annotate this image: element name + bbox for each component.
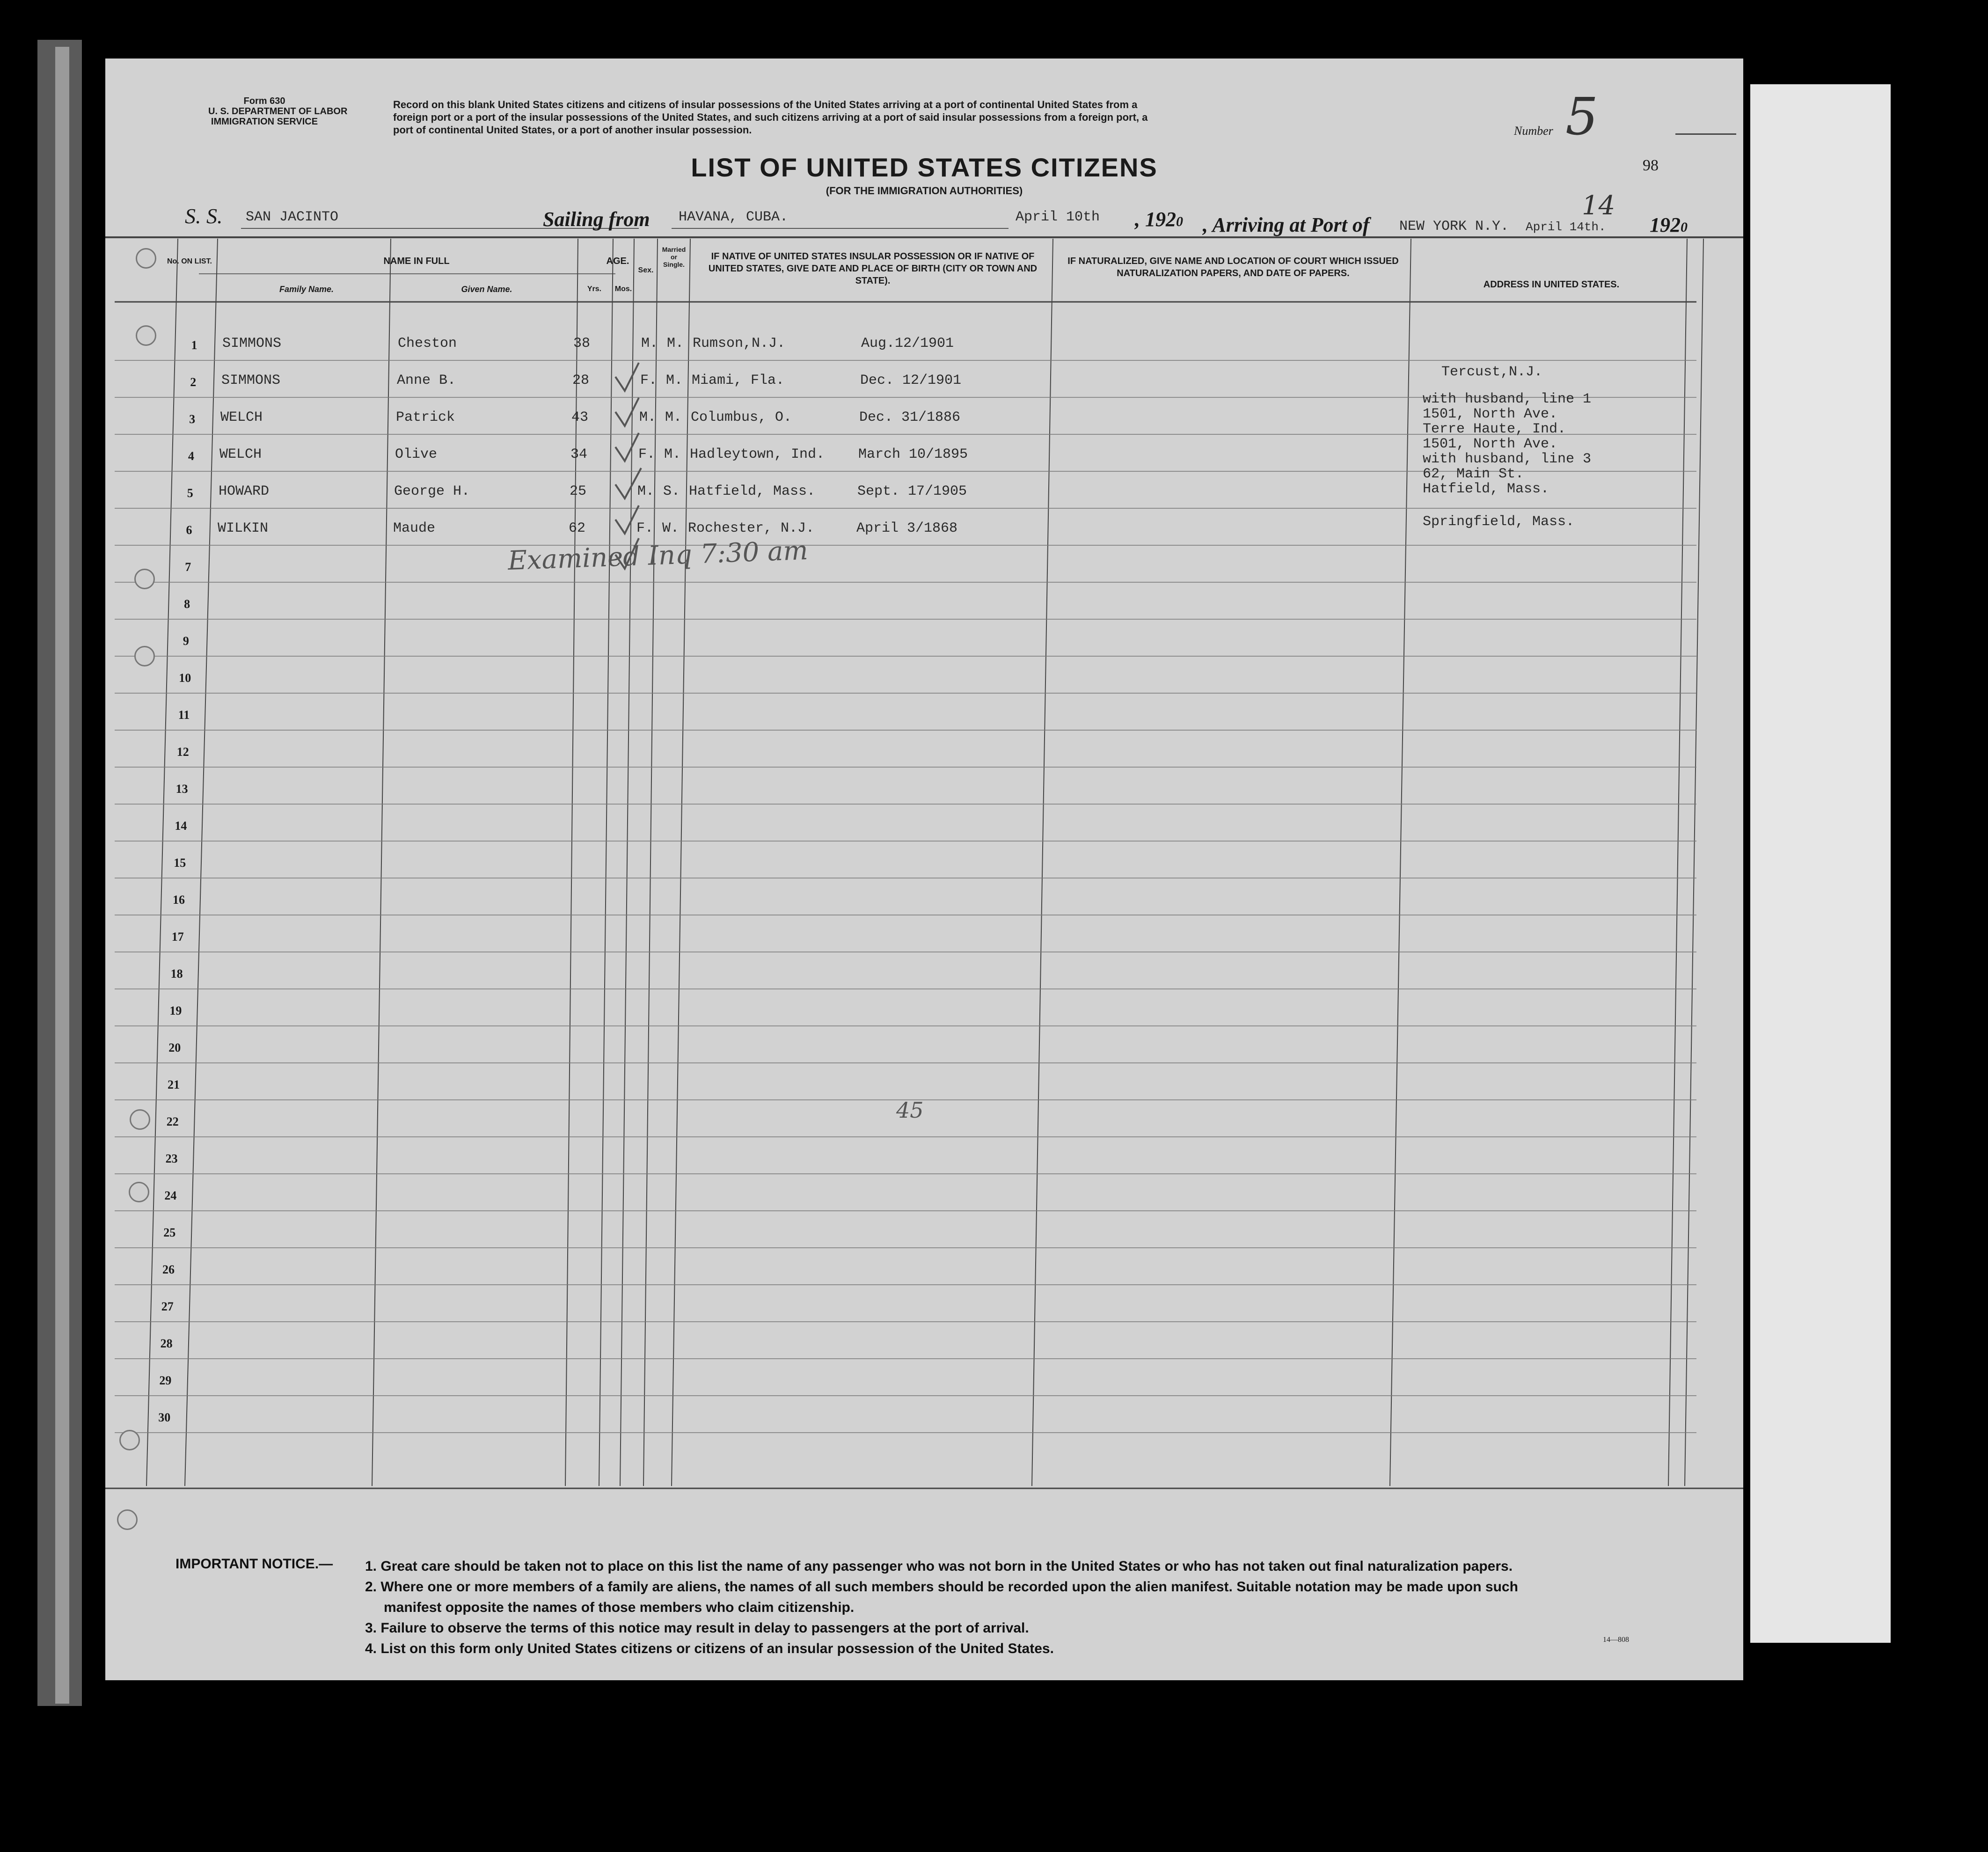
row-number: 19 [169,1004,182,1018]
birth-date: Aug.12/1901 [861,336,954,351]
birth-date: March 10/1895 [858,447,968,462]
instruction-line-3: port of continental United States, or a port of another insular possession. [393,124,752,136]
page-title: LIST OF UNITED STATES CITIZENS [691,153,1158,182]
sex: F. [640,373,658,388]
birth-place: Hadleytown, Ind. [690,447,825,462]
number-value: 5 [1565,87,1598,146]
birth-date: April 3/1868 [856,520,958,536]
row-number: 10 [179,671,191,685]
col-no: No. ON LIST. [167,257,212,265]
row-number: 27 [161,1300,174,1313]
year-prefix-1: , 192 [1135,208,1176,231]
row-number: 11 [178,708,190,722]
sex: M. [637,483,655,499]
family-name: SIMMONS [222,336,282,351]
page-number: 98 [1643,157,1659,174]
col-family: Family Name. [279,285,334,294]
family-name: WELCH [220,410,263,425]
given-name: George H. [394,483,470,499]
row-number: 2 [190,375,197,389]
row-number: 1 [191,338,197,352]
row-number: 23 [165,1152,178,1165]
sex: M. [639,410,657,425]
birth-date: Sept. 17/1905 [857,483,967,499]
row-number: 16 [173,893,185,907]
row-number: 5 [187,486,193,500]
age-years: 43 [571,410,589,425]
notice-heading: IMPORTANT NOTICE.— [175,1556,333,1572]
sailing-from: HAVANA, CUBA. [679,209,789,225]
row-number: 3 [189,412,196,426]
row-number: 13 [175,782,188,796]
birth-place: Rochester, N.J. [688,520,815,536]
family-name: WELCH [219,447,262,462]
sex: F. [636,520,654,536]
col-name-in-full: NAME IN FULL [383,256,450,266]
footer-code: 14—808 [1603,1636,1629,1644]
age-years: 62 [569,520,586,536]
birth-place: Miami, Fla. [692,373,785,388]
year-prefix-2: 192 [1650,213,1681,236]
marital-status: M. [667,336,684,351]
age-years: 34 [570,447,588,462]
notice-item-4: 4. List on this form only United States citizens or citizens of an insular possession of the United States. [365,1641,1054,1656]
row-number: 29 [159,1374,172,1387]
notice-item-2: 2. Where one or more members of a family are aliens, the names of all such members should be recorded upon the alien manifest. Suitable notation may be made upon such [365,1579,1518,1595]
birth-place: Columbus, O. [691,410,792,425]
manifest-page [105,59,1743,1680]
age-years: 38 [573,336,591,351]
binder-hole [136,325,156,346]
arriving-label: , Arriving at Port of [1203,213,1370,236]
row-number: 18 [170,967,183,981]
row-number: 9 [183,634,189,648]
binder-hole [119,1430,140,1450]
department: U. S. DEPARTMENT OF LABOR [208,106,348,117]
col-sex: Sex. [638,266,654,274]
binder-hole [117,1509,138,1530]
year-suffix-1: 0 [1176,214,1183,229]
row-number: 20 [168,1041,181,1054]
row-number: 17 [171,930,184,944]
col-mos: Mos. [614,285,632,293]
col-address: ADDRESS IN UNITED STATES. [1483,279,1620,290]
row-number: 28 [160,1337,173,1350]
binder-hole [130,1109,150,1130]
col-birth: IF NATIVE OF UNITED STATES INSULAR POSSESSION OR IF NATIVE OF UNITED STATES, GIVE DATE AND PLACE OF BIRTH (CITY OR TOWN AND STATE). [708,251,1038,286]
given-name: Cheston [398,336,457,351]
address-line: with husband, line 1 [1423,391,1592,407]
address-line: Tercust,N.J. [1441,364,1543,380]
marital-status: S. [663,483,680,499]
family-name: HOWARD [219,483,270,499]
given-name: Patrick [396,410,455,425]
page-subtitle: (FOR THE IMMIGRATION AUTHORITIES) [826,185,1023,197]
address-column [1423,351,1591,531]
number-label: Number [1514,124,1553,138]
arriving-port: NEW YORK N.Y. [1399,219,1509,234]
instruction-line-2: foreign port or a port of the insular possessions of the United States, and such citizens arriving at a port of said insular possessions from a foreign port, a [393,111,1148,123]
address-line: 1501, North Ave. [1423,436,1558,452]
row-number: 30 [158,1411,171,1424]
address-line: 62, Main St. [1423,466,1524,482]
binder-hole [134,569,155,589]
year-suffix-2: 0 [1681,220,1688,235]
marital-status: M. [666,373,683,388]
service: IMMIGRATION SERVICE [211,117,318,127]
marital-status: W. [662,520,680,536]
arrival-day-hand: 14 [1582,190,1615,221]
address-line: with husband, line 3 [1423,451,1592,467]
col-given: Given Name. [461,285,512,294]
row-number: 25 [163,1226,176,1239]
col-married: Married or Single. [662,246,686,268]
row-number: 24 [164,1189,177,1202]
row-number: 6 [186,523,192,537]
sailing-label: Sailing from [543,208,650,231]
age-years: 25 [570,483,587,499]
given-name: Anne B. [397,373,456,388]
binder-hole [136,248,156,269]
given-name: Olive [395,447,438,462]
row-number: 26 [162,1263,175,1276]
row-number: 4 [188,449,194,463]
row-number: 22 [166,1115,179,1128]
arriving-date: April 14th. [1526,220,1606,234]
birth-date: Dec. 12/1901 [860,373,962,388]
given-name: Maude [393,520,436,536]
birth-date: Dec. 31/1886 [859,410,961,425]
family-name: SIMMONS [221,373,281,388]
form-number: Form 630 [243,96,285,106]
col-age: AGE. [606,256,629,266]
notice-item-2-cont: manifest opposite the names of those members who claim citizenship. [384,1600,855,1615]
marital-status: M. [664,447,681,462]
binder-hole [129,1182,149,1202]
family-name: WILKIN [218,520,269,536]
binder-hole [134,646,155,666]
row-number: 12 [176,745,189,759]
notice-item-3: 3. Failure to observe the terms of this notice may result in delay to passengers at the port of arrival. [365,1620,1029,1636]
sex: M. [641,336,658,351]
address-line: Terre Haute, Ind. [1423,421,1566,437]
binder-edge [55,47,69,1704]
manifest-grid [105,59,1743,1680]
col-yrs: Yrs. [587,285,602,293]
row-number: 7 [185,560,191,574]
instruction-line-1: Record on this blank United States citizens and citizens of insular possessions of the United States arriving at a port of continental United States from a [393,99,1138,110]
address-line: 1501, North Ave. [1423,406,1558,422]
marital-status: M. [665,410,682,425]
row-number: 15 [174,856,186,870]
birth-place: Hatfield, Mass. [689,483,816,499]
facing-page [1750,84,1891,1643]
ss-label: S. S. [185,204,223,228]
row-number: 14 [175,819,187,833]
sailing-date: April 10th [1016,209,1100,225]
birth-place: Rumson,N.J. [693,336,786,351]
address-line: Springfield, Mass. [1423,514,1575,530]
notice-item-1: 1. Great care should be taken not to place on this list the name of any passenger who was not born in the United States or who has not taken out final naturalization papers. [365,1559,1513,1574]
examined-note: Examined Inq 7:30 am [507,535,809,577]
center-number: 45 [896,1098,924,1123]
notice-items [365,1556,1518,1659]
row-number: 21 [168,1078,180,1091]
sex: F. [638,447,656,462]
row-number: 8 [184,597,190,611]
ship-name: SAN JACINTO [246,209,339,225]
age-years: 28 [572,373,590,388]
address-line: Hatfield, Mass. [1423,481,1549,497]
col-naturalized: IF NATURALIZED, GIVE NAME AND LOCATION OF COURT WHICH ISSUED NATURALIZATION PAPERS, AND DATE OF PAPERS. [1067,256,1399,278]
